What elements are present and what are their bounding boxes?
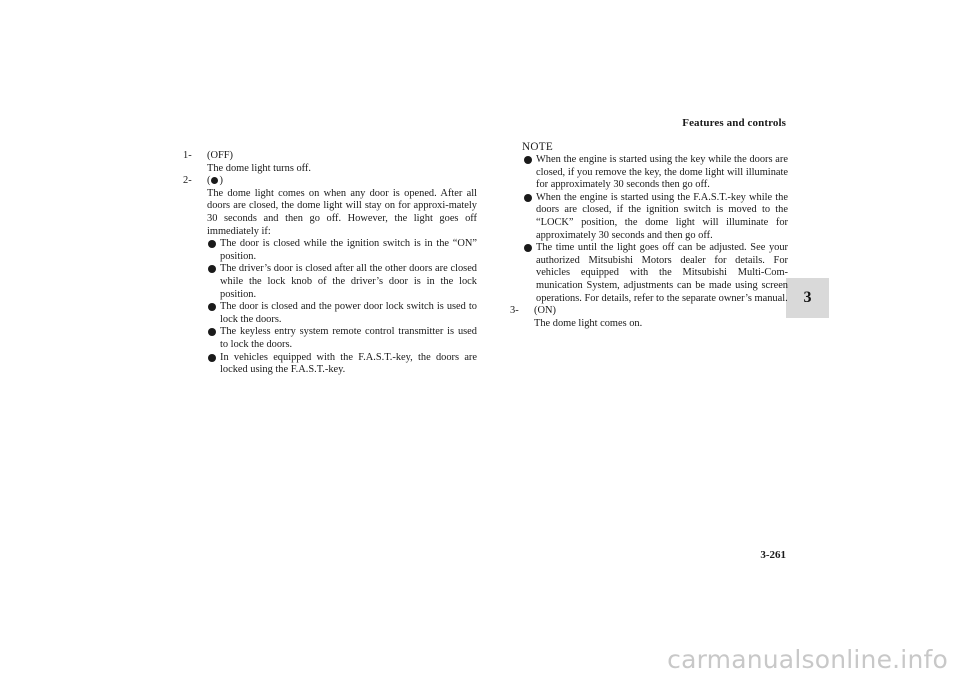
bullet-icon xyxy=(208,354,216,362)
bullet-icon xyxy=(524,156,532,164)
item-label xyxy=(207,175,477,188)
bullet-text: The door is closed while the ignition switch is in the “ON” position. xyxy=(220,238,477,262)
item-text: The dome light turns off. xyxy=(207,162,311,174)
door-position-icon xyxy=(211,177,218,184)
list-item xyxy=(207,263,477,301)
list-item xyxy=(207,326,477,351)
left-column xyxy=(183,150,477,377)
list-item xyxy=(523,154,788,192)
item-number: 3- xyxy=(510,305,519,317)
list-item xyxy=(207,301,477,326)
label-open-paren: ( xyxy=(207,175,211,187)
page-header-title: Features and controls xyxy=(682,117,786,129)
bullet-icon xyxy=(208,265,216,273)
footer xyxy=(0,642,960,678)
bullet-icon xyxy=(208,328,216,336)
bullet-text: In vehicles equipped with the F.A.S.T.-key, the doors are locked using the F.A.S.T.-key. xyxy=(220,351,477,376)
item-number: 1- xyxy=(183,150,192,161)
condition-list xyxy=(207,238,477,377)
list-item xyxy=(207,352,477,377)
right-column xyxy=(510,141,788,330)
note-heading: NOTE xyxy=(522,141,554,153)
watermark-text: carmanualsonline.info xyxy=(667,645,948,674)
bullet-icon xyxy=(524,194,532,202)
bullet-icon xyxy=(208,240,216,248)
note-list xyxy=(510,154,788,305)
list-item xyxy=(523,242,788,305)
chapter-number: 3 xyxy=(803,289,812,306)
list-item xyxy=(523,192,788,242)
bullet-text: The keyless entry system remote control transmitter is used to lock the doors. xyxy=(220,326,477,350)
list-item-off xyxy=(183,150,477,175)
bullet-icon xyxy=(208,303,216,311)
bullet-text: The door is closed and the power door lock switch is used to lock the doors. xyxy=(220,301,477,325)
page-number: 3-261 xyxy=(760,549,786,561)
bullet-text: When the engine is started using the key while the doors are closed, if you remove the key, the dome light will illuminate for approximately 30 seconds then go off. xyxy=(536,154,788,191)
chapter-tab xyxy=(786,278,829,318)
list-item-on xyxy=(510,305,788,330)
item-label: (ON) xyxy=(534,305,556,317)
list-item-door xyxy=(183,175,477,377)
item-label: (OFF) xyxy=(207,150,233,161)
bullet-text: The driver’s door is closed after all the other doors are closed while the lock knob of the driver’s door is in the lock position. xyxy=(220,263,477,300)
item-text: The dome light comes on. xyxy=(534,317,643,329)
item-text: The dome light comes on when any door is opened. After all doors are closed, the dome light will stay on for approxi-mately 30 seconds and then go off. However, the light goes off immediately if: xyxy=(207,187,477,237)
list-item xyxy=(207,238,477,263)
bullet-text: The time until the light goes off can be adjusted. See your authorized Mitsubishi Motors dealer for details. For vehicles equipped with the Mitsubishi Multi-Com-munication System, adjustments can be made using screen operations. For details, refer to the separate owner’s manual. xyxy=(536,242,788,304)
bullet-text: When the engine is started using the F.A.S.T.-key while the doors are closed, if the ignition switch is moved to the “LOCK” position, the dome light will illuminate for approximately 30 seconds and then go off. xyxy=(536,191,788,241)
item-number: 2- xyxy=(183,175,192,187)
bullet-icon xyxy=(524,244,532,252)
label-close-paren: ) xyxy=(219,175,223,187)
